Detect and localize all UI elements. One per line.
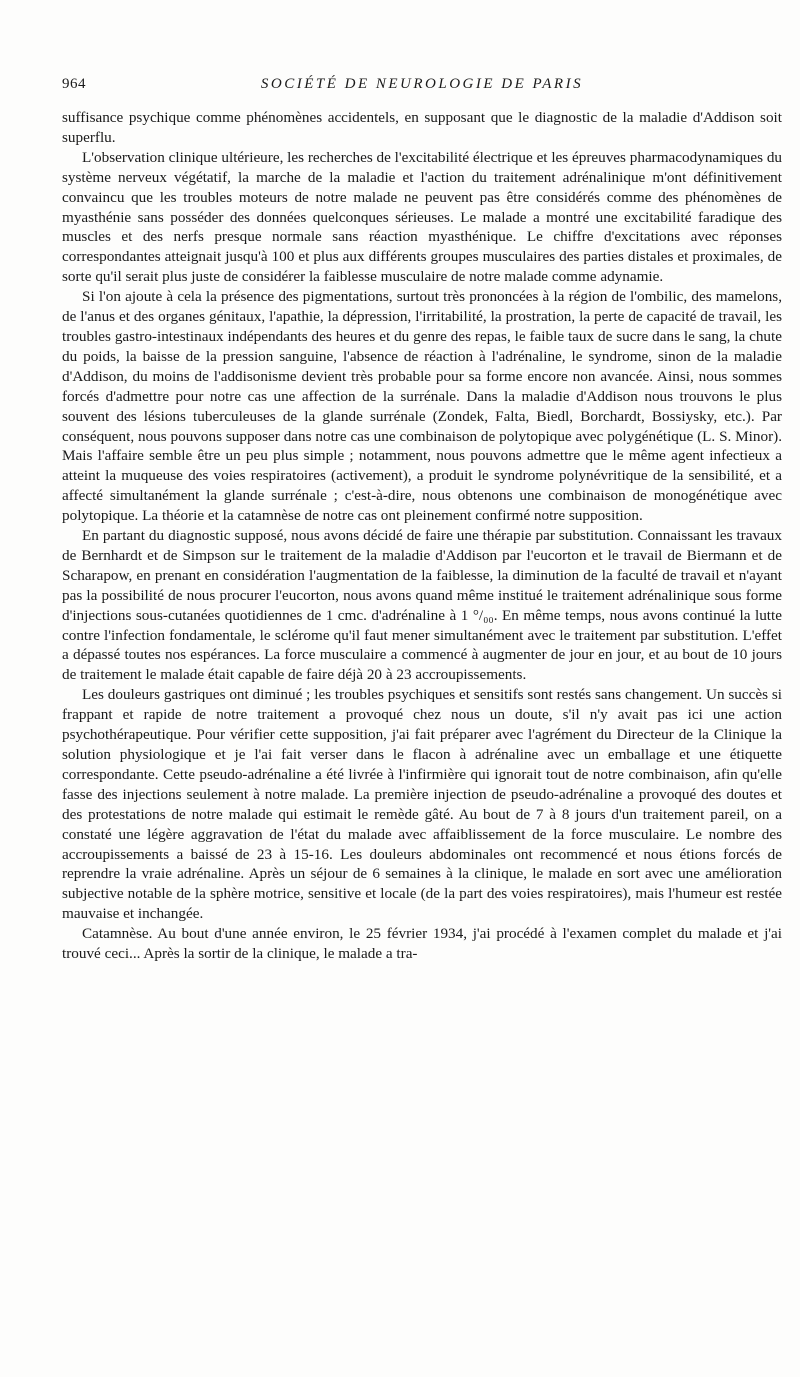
body-text <box>62 108 782 964</box>
journal-title: SOCIÉTÉ DE NEUROLOGIE DE PARIS <box>260 76 584 92</box>
page-number: 964 <box>62 76 86 92</box>
running-head <box>62 76 782 100</box>
paragraph-continuation: suffisance psychique comme phénomènes accidentels, en supposant que le diagnostic de la maladie d'Addison soit superflu. <box>62 109 782 146</box>
paragraph-catamnesis: Catamnèse. Au bout d'une année environ, le 25 février 1934, j'ai procédé à l'examen complet du malade et j'ai trouvé ceci... Après la sortir de la clinique, le malade a tra- <box>62 925 782 963</box>
paragraph-pigmentations: Si l'on ajoute à cela la présence des pigmentations, surtout très prononcées à la région de l'ombilic, des mamelons, de l'anus et des organes génitaux, l'apathie, la dépression, l'irritabilité, la prostration, la perte de capacité de travail, les troubles gastro-intestinaux indépendants des heures et du genre des repas, le faible taux de sucre dans le sang, la chute du poids, la baisse de la pression sanguine, l'absence de réaction à l'adrénaline, le syndrome, sinon de la maladie d'Addison, du moins de l'addisonisme devient très probable pour sa forme encore non avancée. Ainsi, nous sommes forcés d'admettre pour notre cas une affection de la surrénale. Dans la maladie d'Addison nous trouvons le plus souvent des lésions tuberculeuses de la glande surrénale (Zondek, Falta, Biedl, Borchardt, Bossiysky, etc.). Par conséquent, nous pouvons supposer dans notre cas une combinaison de polytopique avec polygénétique (L. S. Minor). Mais l'affaire semble être un peu plus simple ; notamment, nous pouvons admettre que le même agent infectieux a atteint la muqueuse des voies respiratoires (activement), a produit le syndrome polynévritique de la sensibilité, et a affecté simultanément la glande surrénale ; c'est-à-dire, nous obtenons une combinaison de monogénétique avec polytopique. La théorie et la catamnèse de notre cas ont pleinement confirmé notre supposition. <box>62 288 782 525</box>
paragraph-therapy: En partant du diagnostic supposé, nous avons décidé de faire une thérapie par substitution. Connaissant les travaux de Bernhardt et de Simpson sur le traitement de la maladie d'Addison par l'eucorton et le travail de Biermann et de Scharapow, en prenant en considération l'augmentation de la faiblesse, la diminution de la faculté de travail et n'ayant pas la possibilité de nous procurer l'eucorton, nous avons quand même institué le traitement adrénalinique sous forme d'injections sous-cutanées quotidiennes de 1 cmc. d'adrénaline à 1 °/₀₀. En même temps, nous avons continué la lutte contre l'infection fondamentale, le sclérome qu'il faut mener simultanément avec le traitement par substitution. L'effet a dépassé toutes nos espérances. La force musculaire a commencé à augmenter de jour en jour, et au bout de 10 jours de traitement le malade était capable de faire déjà 20 à 23 accroupissements. <box>62 527 782 684</box>
paragraph-clinical-observation: L'observation clinique ultérieure, les recherches de l'excitabilité électrique et les épreuves pharmacodynamiques du système nerveux végétatif, la marche de la maladie et l'action du traitement adrénalinique m'ont définitivement convaincu que les troubles moteurs de notre malade ne peuvent pas être considérés comme des phénomènes de myasthénie sans posséder des données quelconques sérieuses. Le malade a montré une excitabilité faradique des muscles et des nerfs presque normale sans réaction myasthénique. Le chiffre d'excitations avec réponses correspondantes atteignait jusqu'à 100 et plus aux différents groupes musculaires des parties distales et proximales, de sorte qu'il serait plus juste de considérer la faiblesse musculaire de notre malade comme adynamie. <box>62 148 783 286</box>
paragraph-gastric-pain: Les douleurs gastriques ont diminué ; les troubles psychiques et sensitifs sont restés sans changement. Un succès si frappant et rapide de notre traitement a provoqué chez nous un doute, s'il n'y avait pas ici une action psychothérapeutique. Pour vérifier cette supposition, j'ai fait préparer avec l'agrément du Directeur de la Clinique la solution physiologique et je l'ai fait verser dans le flacon à adrénaline avec un emballage et une étiquette correspondante. Cette pseudo-adrénaline a été livrée à l'infirmière qui ignorait tout de notre combinaison, afin qu'elle fasse des injections seulement à notre malade. La première injection de pseudo-adrénaline a provoqué des doutes et des protestations de notre malade qui estimait le remède gâté. Au bout de 7 à 8 jours d'un traitement pareil, on a constaté une légère aggravation de l'état du malade avec affaiblissement de la force musculaire. Le nombre des accroupissements a baissé de 23 à 15-16. Les douleurs abdominales ont recommencé et nous étions forcés de reprendre la vraie adrénaline. Après un séjour de 6 semaines à la clinique, le malade en sort avec une amélioration subjective notable de la sphère motrice, sensitive et locale (de la part des voies respiratoires), mais l'humeur est restée mauvaise et inchangée. <box>62 686 782 923</box>
